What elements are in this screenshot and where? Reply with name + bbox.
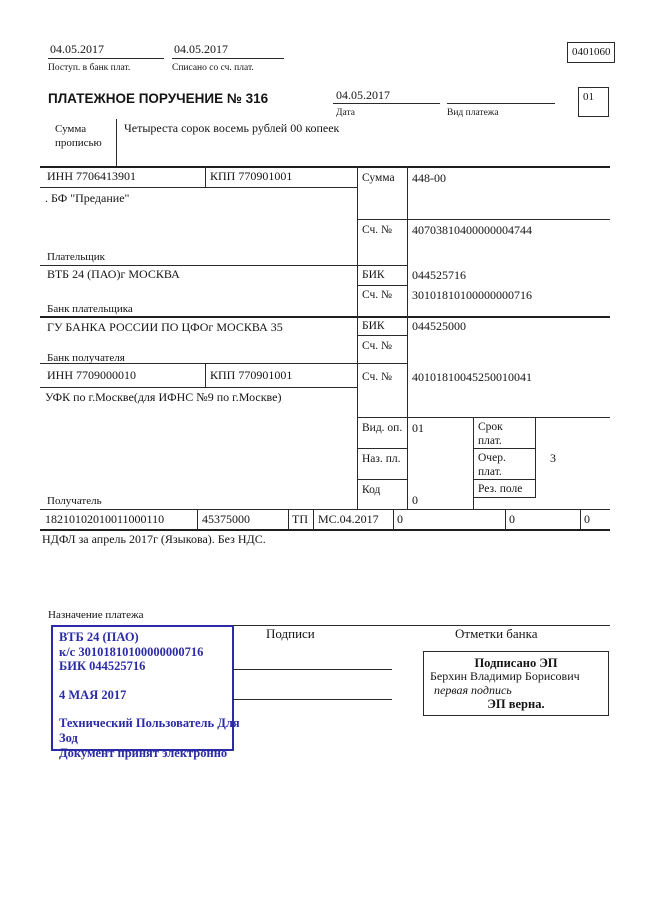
stamp-corr-account: к/с 30101810100000000716 bbox=[59, 644, 204, 659]
date-label: Дата bbox=[336, 108, 355, 118]
purpose-label: Назначение платежа bbox=[48, 609, 144, 621]
stamp-bik: БИК 044525716 bbox=[59, 659, 146, 674]
table-line bbox=[473, 479, 535, 480]
payment-type-underline bbox=[447, 103, 555, 104]
table-line bbox=[40, 265, 407, 266]
table-vline bbox=[473, 417, 474, 510]
vid-op-value: 01 bbox=[412, 421, 424, 435]
stamp-date: 4 МАЯ 2017 bbox=[59, 687, 127, 702]
table-line bbox=[40, 509, 610, 510]
tax-row-vline bbox=[393, 509, 394, 530]
signature-line-1 bbox=[233, 669, 392, 670]
payer-inn: ИНН 7706413901 bbox=[47, 169, 136, 183]
amount-words-label-2: прописью bbox=[55, 137, 102, 149]
received-date: 04.05.2017 bbox=[50, 42, 104, 56]
stamp-signed-title: Подписано ЭП bbox=[474, 656, 558, 670]
vid-op-label: Вид. оп. bbox=[362, 422, 403, 434]
kod-value: 0 bbox=[412, 493, 418, 507]
beneficiary-bank-bik-label: БИК bbox=[362, 320, 385, 332]
table-line bbox=[40, 187, 357, 188]
payer-account-label: Сч. № bbox=[362, 224, 393, 236]
document-date: 04.05.2017 bbox=[336, 88, 390, 102]
table-line bbox=[357, 417, 610, 418]
table-top-border bbox=[40, 166, 610, 168]
date-underline bbox=[333, 103, 440, 104]
beneficiary-bank-label: Банк получателя bbox=[47, 352, 125, 364]
table-line bbox=[357, 285, 407, 286]
payer-bank-bik-value: 044525716 bbox=[412, 268, 466, 282]
payer-bank-account-value: 30101810100000000716 bbox=[412, 288, 532, 302]
tax-row-vline bbox=[505, 509, 506, 530]
beneficiary-inn: ИНН 7709000010 bbox=[47, 368, 136, 382]
signatures-header: Подписи bbox=[266, 626, 315, 641]
stamp-verified-text: ЭП верна. bbox=[487, 697, 545, 711]
amount-words-divider bbox=[116, 119, 117, 167]
bank-electronic-stamp bbox=[51, 625, 240, 760]
table-vline bbox=[357, 166, 358, 510]
tax-payment-type: 0 bbox=[584, 512, 590, 526]
table-line bbox=[473, 448, 535, 449]
table-vline bbox=[205, 363, 206, 387]
tax-row-vline bbox=[288, 509, 289, 530]
payer-bank-bik-label: БИК bbox=[362, 269, 385, 281]
tax-row-vline bbox=[197, 509, 198, 530]
tax-basis: ТП bbox=[292, 512, 308, 526]
table-line bbox=[357, 479, 407, 480]
stamp-signature-kind: первая подпись bbox=[434, 682, 512, 697]
stamp-user-line-1: Технический Пользователь Для bbox=[59, 716, 240, 731]
payer-kpp: КПП 770901001 bbox=[210, 169, 293, 183]
form-code-box bbox=[567, 42, 615, 63]
amount-in-words: Четыреста сорок восемь рублей 00 копеек bbox=[124, 121, 340, 135]
stamp-accepted: Документ принят электронно bbox=[59, 745, 228, 760]
payer-bank-name: ВТБ 24 (ПАО)г МОСКВА bbox=[47, 267, 180, 281]
payer-account-value: 40703810400000004744 bbox=[412, 223, 532, 237]
debited-date: 04.05.2017 bbox=[174, 42, 228, 56]
beneficiary-bank-name: ГУ БАНКА РОССИИ ПО ЦФОг МОСКВА 35 bbox=[47, 320, 283, 334]
signature-verification-stamp bbox=[423, 651, 609, 716]
stamp-spacer bbox=[59, 674, 240, 688]
table-vline bbox=[205, 166, 206, 187]
tax-row-vline bbox=[580, 509, 581, 530]
beneficiary-kpp: КПП 770901001 bbox=[210, 368, 293, 382]
table-line bbox=[473, 497, 535, 498]
document-title: ПЛАТЕЖНОЕ ПОРУЧЕНИЕ № 316 bbox=[48, 91, 269, 106]
payer-name: . БФ "Предание" bbox=[45, 191, 130, 205]
kod-label: Код bbox=[362, 484, 381, 496]
payer-bank-account-label: Сч. № bbox=[362, 289, 393, 301]
debited-date-underline bbox=[172, 58, 284, 59]
status-code-box bbox=[578, 87, 609, 117]
table-line bbox=[357, 335, 407, 336]
tax-doc-date: 0 bbox=[509, 512, 515, 526]
purpose-text: НДФЛ за апрель 2017г (Языкова). Без НДС. bbox=[42, 532, 266, 546]
stamp-bank-name: ВТБ 24 (ПАО) bbox=[59, 630, 139, 644]
table-bottom-border bbox=[40, 529, 610, 531]
table-line bbox=[40, 316, 610, 318]
status-code: 01 bbox=[583, 91, 594, 103]
table-line bbox=[357, 448, 407, 449]
signature-line-2 bbox=[233, 699, 392, 700]
payer-bank-label: Банк плательщика bbox=[47, 303, 133, 315]
table-line bbox=[40, 387, 357, 388]
naz-pl-label: Наз. пл. bbox=[362, 453, 401, 465]
stamp-user-line-2: Зод bbox=[59, 730, 78, 745]
beneficiary-account-value: 40101810045250010041 bbox=[412, 370, 532, 384]
table-vline bbox=[535, 417, 536, 498]
tax-doc-number: 0 bbox=[397, 512, 403, 526]
beneficiary-bank-bik-value: 044525000 bbox=[412, 319, 466, 333]
bank-marks-header: Отметки банка bbox=[455, 626, 538, 641]
beneficiary-bank-account-label: Сч. № bbox=[362, 340, 393, 352]
debited-date-label: Списано со сч. плат. bbox=[172, 63, 254, 73]
amount-words-label-1: Сумма bbox=[55, 123, 87, 135]
stamp-signer-name: Берхин Владимир Борисович bbox=[430, 669, 580, 683]
ocher-plat-label: Очер. плат. bbox=[478, 452, 506, 478]
tax-row-vline bbox=[313, 509, 314, 530]
table-line bbox=[357, 219, 610, 220]
received-date-label: Поступ. в банк плат. bbox=[48, 63, 131, 73]
stamp-spacer bbox=[59, 702, 240, 716]
ocher-plat-value: 3 bbox=[550, 451, 556, 465]
sum-label: Сумма bbox=[362, 172, 395, 184]
tax-kbk: 18210102010011000110 bbox=[45, 512, 165, 526]
sum-value: 448-00 bbox=[412, 171, 446, 185]
beneficiary-name: УФК по г.Москве(для ИФНС №9 по г.Москве) bbox=[45, 390, 282, 404]
payment-type-label: Вид платежа bbox=[447, 108, 499, 118]
srok-plat-label: Срок плат. bbox=[478, 421, 503, 447]
received-date-underline bbox=[48, 58, 164, 59]
tax-period: МС.04.2017 bbox=[318, 512, 379, 526]
payer-label: Плательщик bbox=[47, 251, 105, 263]
beneficiary-label: Получатель bbox=[47, 495, 102, 507]
tax-oktmo: 45375000 bbox=[202, 512, 250, 526]
form-code: 0401060 bbox=[572, 46, 611, 58]
beneficiary-account-label: Сч. № bbox=[362, 371, 393, 383]
table-vline bbox=[407, 166, 408, 510]
rez-pole-label: Рез. поле bbox=[478, 483, 523, 495]
